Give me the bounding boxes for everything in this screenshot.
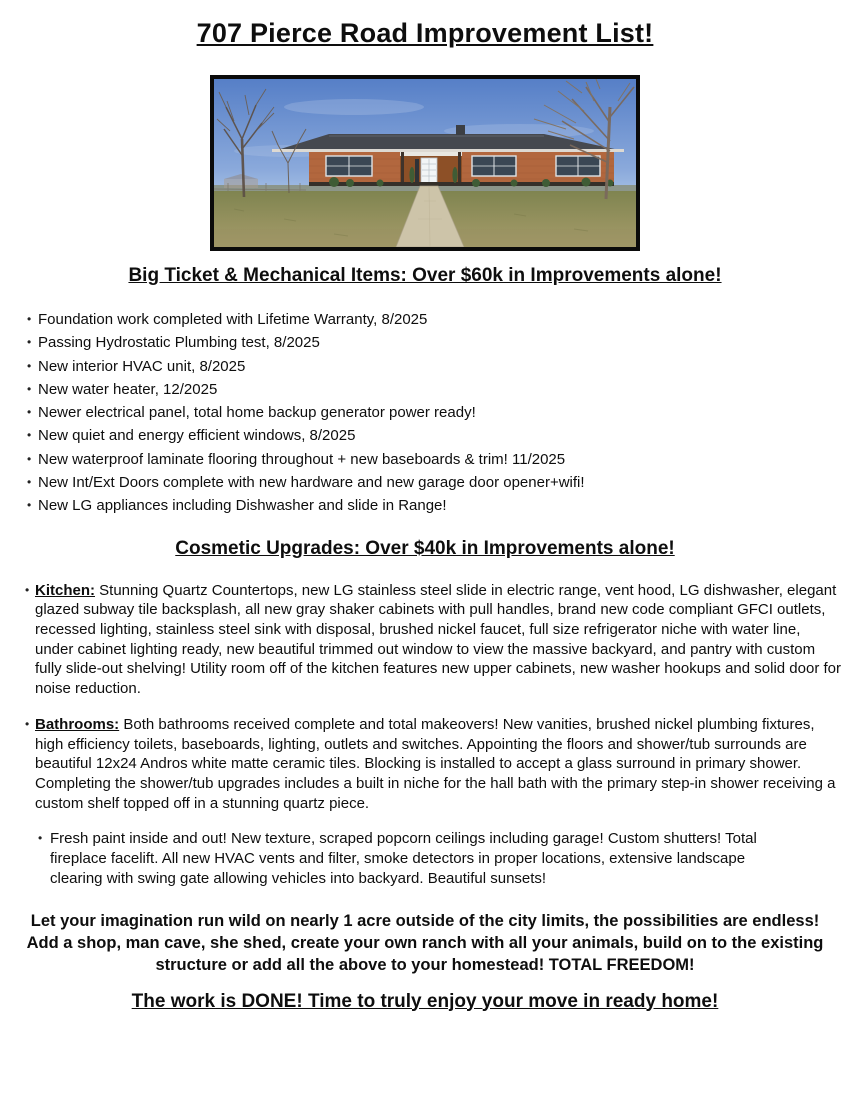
kitchen-label: Kitchen: [35, 581, 95, 599]
list-item: • New quiet and energy efficient windows, 8/2025 [27, 424, 850, 447]
list-item: • Passing Hydrostatic Plumbing test, 8/2025 [27, 331, 850, 354]
gutter [272, 149, 624, 152]
list-item: • New interior HVAC unit, 8/2025 [27, 355, 850, 378]
list-item: • New Int/Ext Doors complete with new hardware and new garage door opener+wifi! [27, 471, 850, 494]
bathrooms-item [25, 715, 842, 814]
porch-post-right [458, 152, 461, 183]
big-ticket-heading: Big Ticket & Mechanical Items: Over $60k in Improvements alone! [128, 265, 722, 286]
porch-soffit [400, 152, 462, 156]
door-sidelight [415, 159, 419, 183]
kitchen-item [25, 581, 842, 699]
fresh-paint-item [38, 829, 798, 888]
fresh-paint-text: Fresh paint inside and out! New texture, scraped popcorn ceilings including garage! Custom shutters! Total fireplace facelift. All new HVAC vents and filter, smoke detectors in proper locations, extensive landscape clearing with swing gate allowing vehicles into backyard. Beautiful sunsets! [50, 830, 757, 887]
list-item: • New water heater, 12/2025 [27, 378, 850, 401]
list-item: • New waterproof laminate flooring throughout + new baseboards & trim! 11/2025 [27, 448, 850, 471]
kitchen-text: Stunning Quartz Countertops, new LG stainless steel slide in electric range, vent hood, LG dishwasher, elegant glazed subway tile backsplash, all new gray shaker cabinets with pull handles, brand new code compliant GFCI outlets, recessed lighting, stainless steel sink with disposal, brushed nickel faucet, full size refrigerator niche with water line, under cabinet lighting ready, new beautiful trimmed out window to view the massive backyard, and pantry with custom fully slide-out shelving! Utility room off of the kitchen features new upper cabinets, new washer hookups and solid door for noise reduction. [35, 581, 841, 698]
page-title: 707 Pierce Road Improvement List! [196, 18, 654, 48]
bathrooms-text: Both bathrooms received complete and total makeovers! New vanities, brushed nickel plumbing fixtures, high efficiency toilets, baseboards, lighting, outlets and switches. Appointing the floors and shower/tub surrounds are beautiful 12x24 Andros white matte ceramic tiles. Blocking is installed to accept a glass surround in primary shower. Completing the shower/tub upgrades includes a built in niche for the hall bath with the primary step-in shower receiving a custom shelf topped off in a stunning quartz piece. [35, 715, 836, 812]
mulch-bed [309, 182, 614, 186]
list-item: • New LG appliances including Dishwasher and slide in Range! [27, 494, 850, 517]
house-photo-illustration [214, 79, 636, 247]
chimney [456, 125, 465, 135]
big-ticket-list [0, 308, 850, 518]
final-heading: The work is DONE! Time to truly enjoy your move in ready home! [131, 990, 719, 1012]
list-item: • Newer electrical panel, total home backup generator power ready! [27, 401, 850, 424]
porch-post-left [401, 152, 404, 183]
house-photo [210, 75, 640, 251]
cosmetic-heading: Cosmetic Upgrades: Over $40k in Improvements alone! [175, 537, 675, 559]
bathrooms-label: Bathrooms: [35, 715, 120, 733]
closing-paragraph: Let your imagination run wild on nearly 1 acre outside of the city limits, the possibilities are endless! Add a shop, man cave, she shed, create your own ranch with all your animals, build on to the existing structure or add all the above to your homestead! TOTAL FREEDOM! [26, 911, 824, 974]
list-item: • Foundation work completed with Lifetime Warranty, 8/2025 [27, 308, 850, 331]
